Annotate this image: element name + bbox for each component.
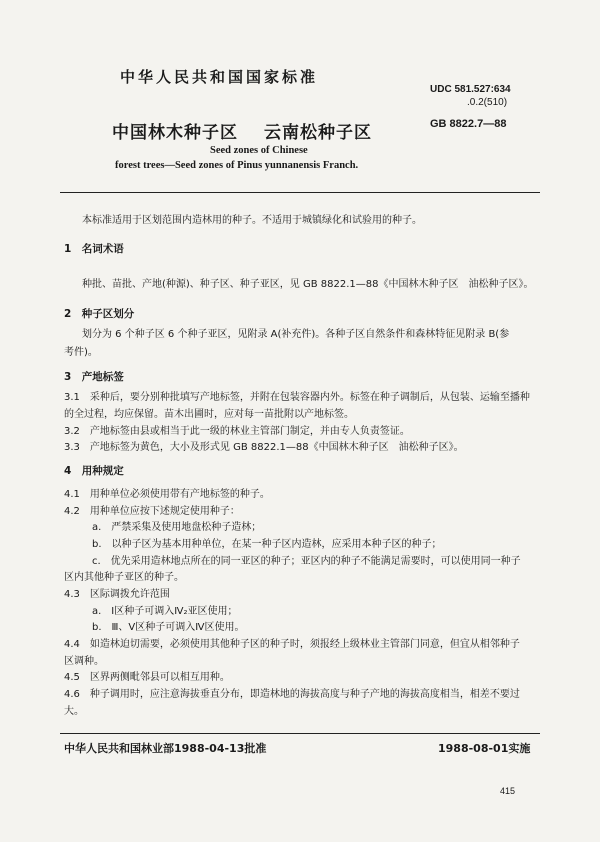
clause-4-3-a: a. Ⅰ区种子可调入Ⅳ₂亚区使用； [92, 606, 238, 617]
clause-4-4-line-2: 区调种。 [64, 656, 104, 667]
english-title-line-2: forest trees—Seed zones of Pinus yunnanensis Franch. [115, 160, 359, 171]
title-part-1: 中国林木种子区 [112, 123, 238, 143]
section-3-heading: 3 产地标签 [64, 371, 124, 383]
clause-4-2-c-line-2: 区内其他种子亚区的种子。 [64, 572, 184, 583]
section-2-text-line-2: 考件)。 [64, 347, 98, 358]
footer-divider [60, 733, 540, 734]
section-1-heading: 1 名词术语 [64, 243, 124, 255]
clause-4-2-b: b. 以种子区为基本用种单位，在某一种子区内造林，应采用本种子区的种子； [92, 539, 442, 550]
section-2-heading: 2 种子区划分 [64, 308, 135, 320]
clause-4-6-line-1: 4.6 种子调用时，应注意海拔垂直分布，即造林地的海拔高度与种子产地的海拔高度相当，相差不要过 [64, 689, 520, 700]
udc-code: UDC 581.527:634 [430, 84, 511, 95]
clause-4-2-c-line-1: c. 优先采用造林地点所在的同一亚区的种子；亚区内的种子不能满足需要时，可以使用同一种子 [92, 556, 521, 567]
document-title [112, 118, 372, 143]
clause-4-2-a: a. 严禁采集及使用地盘松种子造林； [92, 522, 262, 533]
effective-date: 1988-08-01实施 [438, 742, 531, 755]
clause-4-5: 4.5 区界两侧毗邻县可以相互用种。 [64, 672, 230, 683]
gb-standard-number: GB 8822.7—88 [430, 118, 507, 130]
clause-4-3: 4.3 区际调拨允许范围 [64, 589, 170, 600]
clause-3-3: 3.3 产地标签为黄色，大小及形式见 GB 8822.1—88《中国林木种子区 油松种子区》。 [64, 442, 464, 453]
clause-4-3-b: b. Ⅲ、Ⅴ区种子可调入Ⅳ区使用。 [92, 622, 245, 633]
clause-4-1: 4.1 用种单位必须使用带有产地标签的种子。 [64, 489, 270, 500]
issuing-body: 中华人民共和国国家标准 [120, 68, 319, 86]
intro-paragraph: 本标准适用于区划范围内造林用的种子。不适用于城镇绿化和试验用的种子。 [82, 215, 422, 226]
clause-4-2: 4.2 用种单位应按下述规定使用种子： [64, 506, 240, 517]
clause-3-1-line-2: 的全过程，均应保留。苗木出圃时，应对每一苗批附以产地标签。 [64, 409, 354, 420]
clause-3-1-line-1: 3.1 采种后，要分别种批填写产地标签，并附在包装容器内外。标签在种子调制后，从包装、运输至播种 [64, 392, 530, 403]
section-2-text-line-1: 划分为 6 个种子区 6 个种子亚区，见附录 A(补充件)。各种子区自然条件和森林特征见附录 B(参 [82, 329, 510, 340]
page-number: 415 [500, 786, 516, 796]
clause-4-6-line-2: 大。 [64, 706, 84, 717]
title-part-2: 云南松种子区 [264, 123, 372, 143]
clause-4-4-line-1: 4.4 如造林迫切需要，必须使用其他种子区的种子时，须报经上级林业主管部门同意，但宜从相邻种子 [64, 639, 520, 650]
header-divider [60, 192, 540, 193]
section-1-text: 种批、苗批、产地(种源)、种子区、种子亚区，见 GB 8822.1—88《中国林木种子区 油松种子区》。 [82, 279, 534, 290]
clause-3-2: 3.2 产地标签由县或相当于此一级的林业主管部门制定，并由专人负责签证。 [64, 426, 410, 437]
udc-code-continued: .0.2(510) [467, 97, 508, 108]
approval-statement: 中华人民共和国林业部1988-04-13批准 [64, 742, 267, 755]
english-title-line-1: Seed zones of Chinese [210, 145, 308, 156]
section-4-heading: 4 用种规定 [64, 465, 124, 477]
